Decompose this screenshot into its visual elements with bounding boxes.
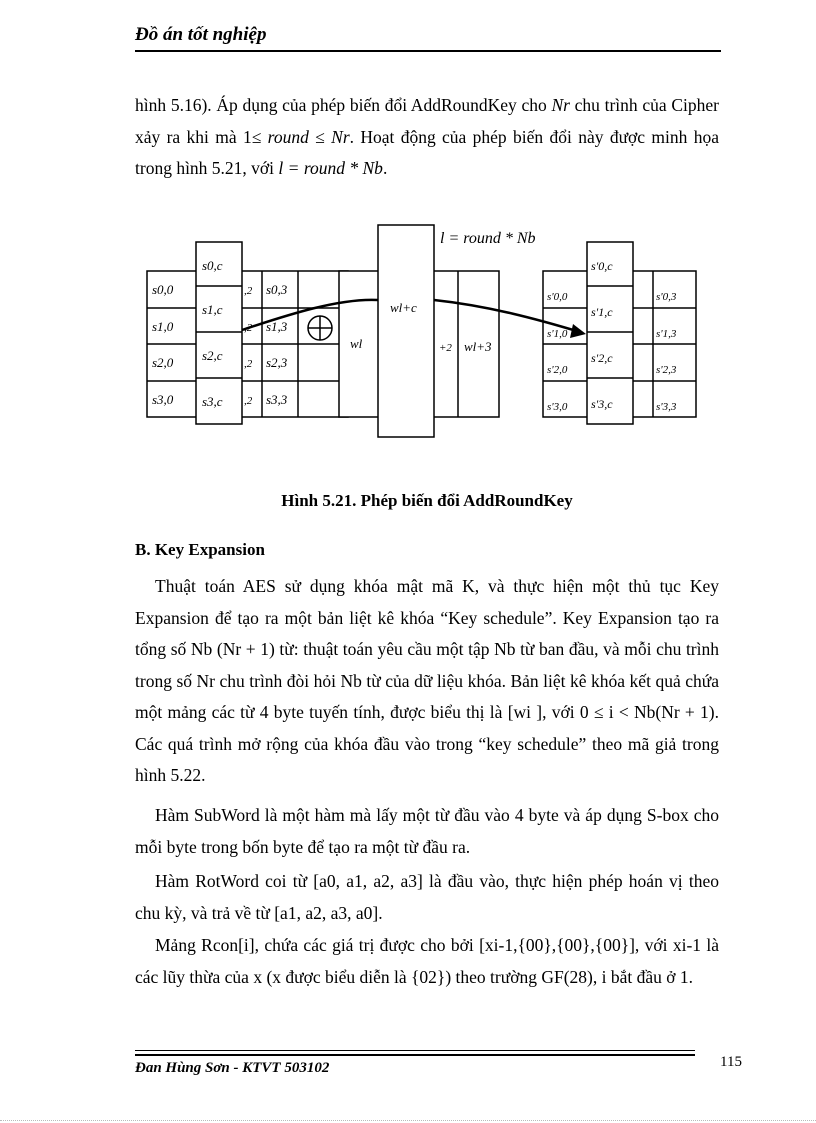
out-s30: s'3,0 (547, 401, 568, 413)
out-s10: s'1,0 (547, 328, 568, 340)
word-wlc: wl+c (390, 300, 417, 315)
cell-p32: ,2 (244, 395, 253, 407)
cell-s30: s3,0 (152, 392, 174, 407)
cell-s3c: s3,c (202, 394, 223, 409)
page-edge (0, 1120, 816, 1121)
word-wl: wl (350, 336, 363, 351)
cell-s00: s0,0 (152, 282, 174, 297)
word-wl3: wl+3 (464, 339, 492, 354)
out-s13: s'1,3 (656, 328, 677, 340)
word-p2: +2 (439, 342, 452, 354)
cell-s03: s0,3 (266, 282, 288, 297)
cell-p22: ,2 (244, 358, 253, 370)
cell-s13: s1,3 (266, 319, 288, 334)
cell-s0c: s0,c (202, 258, 223, 273)
out-s20: s'2,0 (547, 364, 568, 376)
cell-s20: s2,0 (152, 355, 174, 370)
page-number: 115 (720, 1054, 742, 1070)
cell-s10: s1,0 (152, 319, 174, 334)
addroundkey-figure (140, 218, 710, 443)
section-heading: B. Key Expansion (135, 540, 265, 559)
figure-caption: Hình 5.21. Phép biến đổi AddRoundKey (281, 491, 573, 510)
figure-formula: l = round * Nb (440, 230, 536, 247)
cell-p12: ,2 (244, 322, 253, 334)
out-s23: s'2,3 (656, 364, 677, 376)
out-s33: s'3,3 (656, 401, 677, 413)
out-s03: s'0,3 (656, 291, 677, 303)
cell-s23: s2,3 (266, 355, 288, 370)
paragraph-1: Thuật toán AES sử dụng khóa mật mã K, và thực hiện một thủ tục Key Expansion để tạo ra một bản liệt kê khóa “Key schedule”. Key Expansion tạo ra tổng số Nb (Nr + 1) từ: thuật toán yêu cầu một tập Nb từ ban đầu, và mỗi chu trình trong số Nr chu trình đòi hỏi Nb từ của dữ liệu khóa. Bản liệt kê khóa kết quả chứa một mảng các từ 4 byte tuyến tính, được biểu thị là [wi ], với 0 ≤ i < Nb(Nr + 1). Các quá trình mở rộng của khóa đầu vào trong “key schedule” theo mã giả trong hình 5.22. (135, 576, 719, 785)
paragraph-3: Hàm RotWord coi từ [a0, a1, a2, a3] là đầu vào, thực hiện phép hoán vị theo chu kỳ, và trả về từ [a1, a2, a3, a0]. (135, 871, 719, 923)
cell-s33: s3,3 (266, 392, 288, 407)
footer-rule (135, 1050, 695, 1051)
cell-s1c: s1,c (202, 302, 223, 317)
intro-paragraph: hình 5.16). Áp dụng của phép biến đổi AddRoundKey cho Nr chu trình của Cipher xảy ra khi mà 1≤ round ≤ Nr. Hoạt động của phép biến đổi này được minh họa trong hình 5.21, với l = round * Nb. (135, 95, 719, 178)
cell-s2c: s2,c (202, 348, 223, 363)
footer-rule-thick (135, 1054, 695, 1056)
out-s3c: s'3,c (591, 397, 613, 411)
header-title: Đồ án tốt nghiệp (135, 24, 267, 45)
out-s2c: s'2,c (591, 351, 613, 365)
paragraph-2: Hàm SubWord là một hàm mà lấy một từ đầu vào 4 byte và áp dụng S-box cho mỗi byte trong bốn byte để tạo ra một từ đầu ra. (135, 805, 719, 857)
out-s0c: s'0,c (591, 259, 613, 273)
cell-p02: ,2 (244, 285, 253, 297)
footer-author: Đan Hùng Sơn - KTVT 503102 (135, 1060, 330, 1076)
out-s00: s'0,0 (547, 291, 568, 303)
out-s1c: s'1,c (591, 305, 613, 319)
page-header (135, 24, 721, 52)
paragraph-4: Mảng Rcon[i], chứa các giá trị được cho bởi [xi-1,{00},{00},{00}], với xi-1 là các lũy thừa của x (x được biểu diễn là {02}) theo trường GF(28), i bắt đầu ở 1. (135, 935, 719, 987)
